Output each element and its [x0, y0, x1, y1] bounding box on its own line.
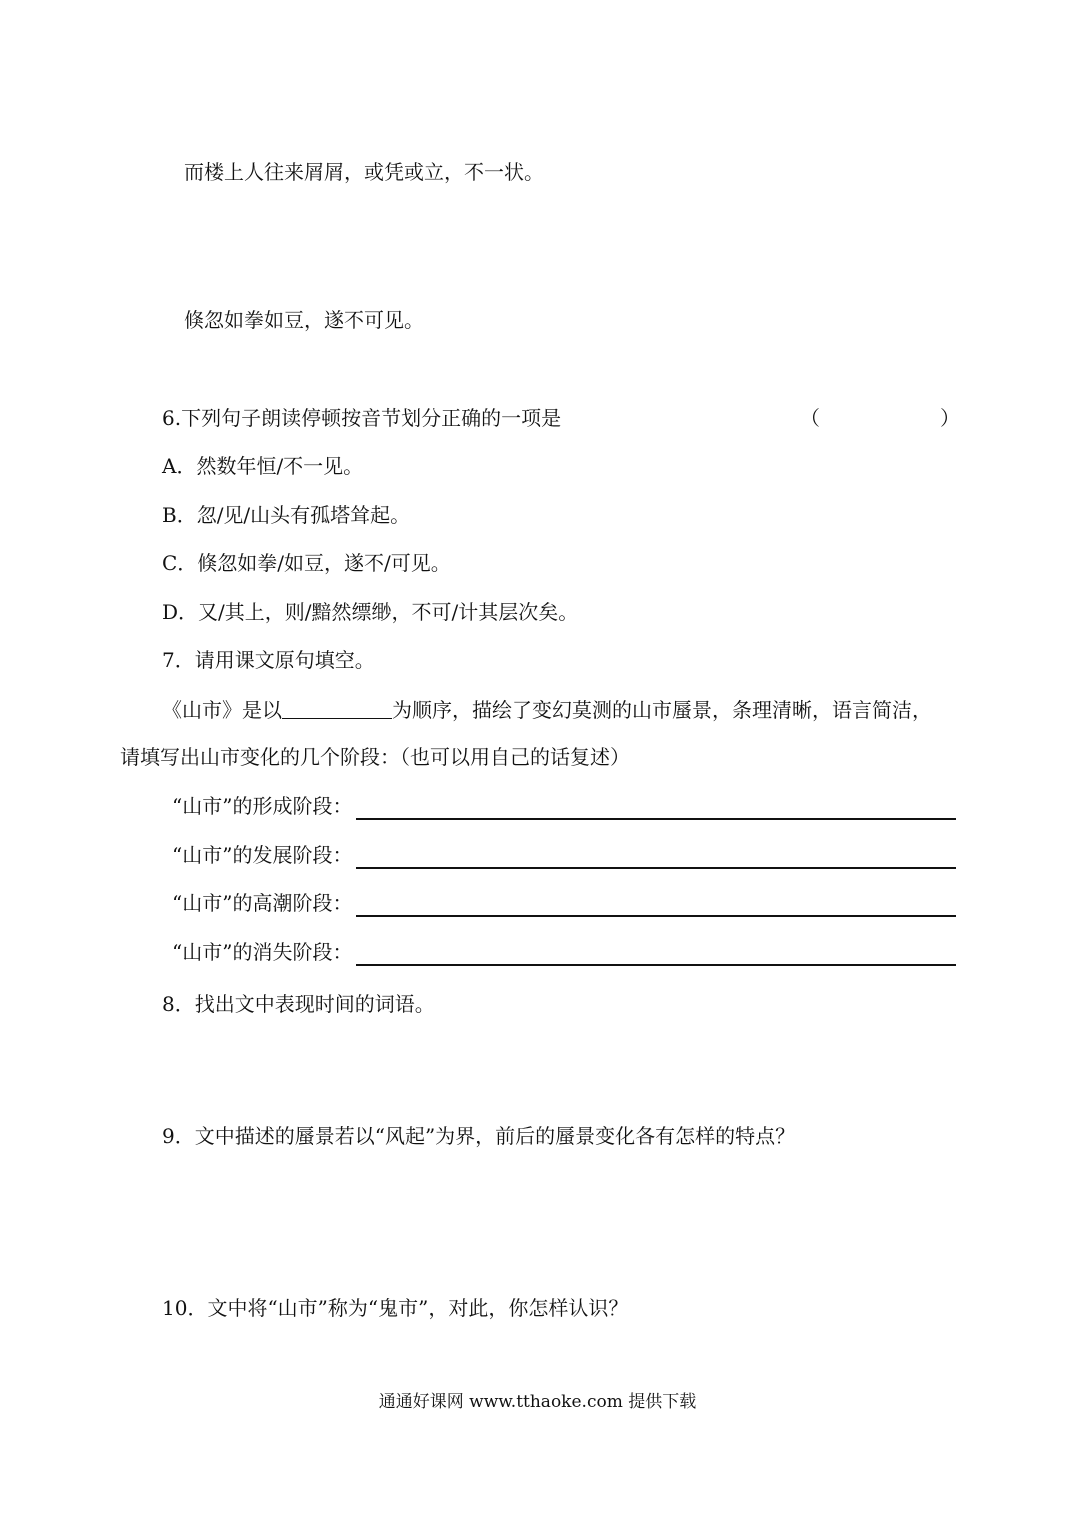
passage-line-2: 倏忽如拳如豆，遂不可见。: [184, 308, 424, 332]
stage-answer-line-climax[interactable]: [356, 897, 956, 917]
question-6-option-b: B．忽/见/山头有孤塔耸起。: [162, 503, 411, 527]
question-9-stem: 9．文中描述的蜃景若以“风起”为界，前后的蜃景变化各有怎样的特点？: [162, 1124, 796, 1148]
stage-row-disappearance: [172, 938, 962, 966]
question-10-stem: 10．文中将“山市”称为“鬼市”，对此，你怎样认识？: [162, 1296, 629, 1320]
question-7-fill-line: [162, 694, 932, 724]
stage-row-formation: [172, 792, 962, 820]
question-6-option-c: C．倏忽如拳/如豆，遂不/可见。: [162, 551, 451, 575]
question-8-stem: 8．找出文中表现时间的词语。: [162, 992, 435, 1016]
question-6-stem: 6.下列句子朗读停顿按音节划分正确的一项是: [162, 406, 562, 430]
stage-label-formation: “山市”的形成阶段：: [172, 794, 353, 818]
question-6-option-d: D．又/其上，则/黯然缥缈，不可/计其层次矣。: [162, 600, 579, 624]
question-7-stem: 7．请用课文原句填空。: [162, 648, 375, 672]
stage-label-disappearance: “山市”的消失阶段：: [172, 940, 353, 964]
question-6-option-a: A．然数年恒/不一见。: [162, 454, 364, 478]
stage-row-development: [172, 841, 962, 869]
stage-row-climax: [172, 889, 962, 917]
question-7-fill-before: 《山市》是以: [162, 698, 282, 722]
stage-answer-line-development[interactable]: [356, 849, 956, 869]
page-footer: 通通好课网 www.tthaoke.com 提供下载: [378, 1392, 697, 1412]
answer-bracket-open: （: [800, 406, 820, 430]
answer-bracket-close: ）: [940, 406, 960, 430]
stage-answer-line-disappearance[interactable]: [356, 946, 956, 966]
question-7-fill-after: 为顺序，描绘了变幻莫测的山市蜃景，条理清晰，语言简洁，: [392, 698, 932, 722]
stage-answer-line-formation[interactable]: [356, 800, 956, 820]
question-7-line-2: 请填写出山市变化的几个阶段：（也可以用自己的话复述）: [120, 745, 630, 769]
passage-line-1: 而楼上人往来屑屑，或凭或立，不一状。: [184, 160, 544, 184]
fill-blank-order[interactable]: [282, 694, 392, 719]
stage-label-climax: “山市”的高潮阶段：: [172, 891, 353, 915]
stage-label-development: “山市”的发展阶段：: [172, 843, 353, 867]
